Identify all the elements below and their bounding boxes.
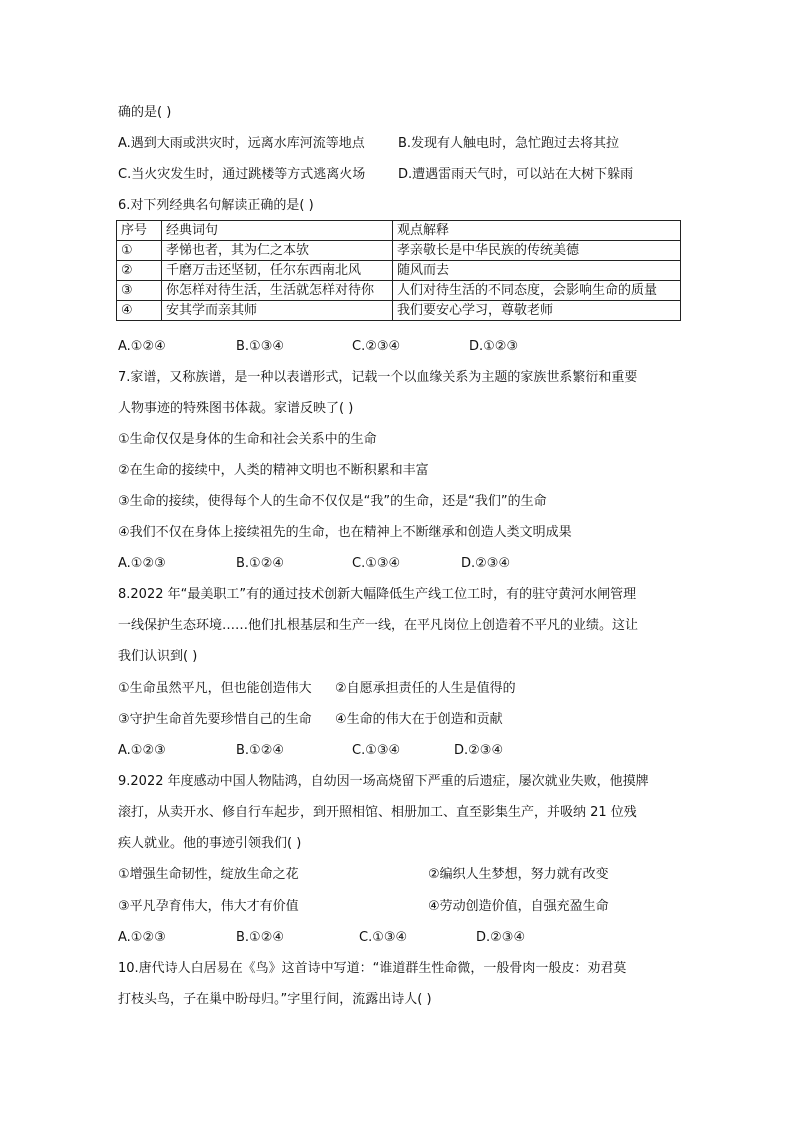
- q8-statement-1: ①生命虽然平凡，但也能创造伟大: [118, 681, 312, 696]
- q8-stem-line: 我们认识到( ): [118, 649, 198, 664]
- table-row: [117, 301, 681, 321]
- table-cell: 你怎样对待生活，生活就怎样对待你: [162, 281, 393, 301]
- table-cell: 随风而去: [393, 261, 681, 281]
- q8-stem-line: 8.2022 年“最美职工”有的通过技术创新大幅降低生产线工位工时，有的驻守黄河水闸管理: [118, 587, 637, 602]
- table-cell: 孝亲敬长是中华民族的传统美德: [393, 241, 681, 261]
- q6-option-a: A.①②④: [118, 339, 166, 354]
- table-cell: ③: [117, 281, 162, 301]
- table-row: [117, 261, 681, 281]
- q8-stem-line: 一线保护生态环境……他们扎根基层和生产一线，在平凡岗位上创造着不平凡的业绩。这让: [118, 618, 639, 633]
- q8-statement-3: ③守护生命首先要珍惜自己的生命: [118, 712, 312, 727]
- q9-statement-4: ④劳动创造价值，自强充盈生命: [428, 899, 609, 914]
- table-cell: ②: [117, 261, 162, 281]
- table-cell: 千磨万击还坚韧，任尔东西南北风: [162, 261, 393, 281]
- q6-option-d: D.①②③: [469, 339, 519, 354]
- q7-option-b: B.①②④: [236, 556, 285, 571]
- q7-stem-line: 7.家谱，又称族谱，是一种以表谱形式，记载一个以血缘关系为主题的家族世系繁衍和重要: [118, 370, 638, 385]
- q9-option-a: A.①②③: [118, 930, 166, 945]
- table-header-cell: 序号: [117, 221, 162, 241]
- table-cell: 孝悌也者，其为仁之本欤: [162, 241, 393, 261]
- q7-statement-2: ②在生命的接续中，人类的精神文明也不断积累和丰富: [118, 463, 429, 478]
- q7-option-a: A.①②③: [118, 556, 166, 571]
- q9-option-d: D.②③④: [476, 930, 526, 945]
- table-cell: ④: [117, 301, 162, 321]
- q10-stem-line: 打枝头鸟，子在巢中盼母归。”字里行间，流露出诗人( ): [118, 992, 432, 1007]
- q7-option-d: D.②③④: [461, 556, 511, 571]
- q8-option-b: B.①②④: [236, 743, 285, 758]
- q5-stem-tail: 确的是( ): [118, 105, 172, 120]
- q8-option-c: C.①③④: [352, 743, 401, 758]
- table-header-cell: 观点解释: [393, 221, 681, 241]
- q9-statement-1: ①增强生命韧性，绽放生命之花: [118, 867, 299, 882]
- q6-stem: 6.对下列经典名句解读正确的是( ): [118, 198, 314, 213]
- q9-statement-2: ②编织人生梦想，努力就有改变: [428, 867, 609, 882]
- q9-stem-line: 滚打，从卖开水、修自行车起步，到开照相馆、相册加工、直至影集生产，并吸纳 21 位残: [118, 805, 637, 820]
- q6-option-b: B.①③④: [236, 339, 285, 354]
- q6-option-c: C.②③④: [352, 339, 401, 354]
- q7-statement-4: ④我们不仅在身体上接续祖先的生命，也在精神上不断继承和创造人类文明成果: [118, 525, 572, 540]
- q7-option-c: C.①③④: [352, 556, 401, 571]
- table-row: [117, 281, 681, 301]
- q5-option-c: C.当火灾发生时，通过跳楼等方式逃离火场: [118, 167, 366, 182]
- q8-statement-4: ④生命的伟大在于创造和贡献: [335, 712, 503, 727]
- q9-option-b: B.①②④: [236, 930, 285, 945]
- table-cell: 安其学而亲其师: [162, 301, 393, 321]
- table-cell: 我们要安心学习，尊敬老师: [393, 301, 681, 321]
- q10-stem-line: 10.唐代诗人白居易在《鸟》这首诗中写道：“谁道群生性命微，一般骨肉一般皮：劝君莫: [118, 961, 627, 976]
- q9-statement-3: ③平凡孕育伟大，伟大才有价值: [118, 899, 299, 914]
- q5-option-d: D.遭遇雷雨天气时，可以站在大树下躲雨: [398, 167, 634, 182]
- table-header-row: [117, 221, 681, 241]
- q5-option-b: B.发现有人触电时，急忙跑过去将其拉: [398, 136, 620, 151]
- q8-option-a: A.①②③: [118, 743, 166, 758]
- q7-stem-line: 人物事迹的特殊图书体裁。家谱反映了( ): [118, 401, 354, 416]
- q9-option-c: C.①③④: [359, 930, 408, 945]
- q9-stem-line: 9.2022 年度感动中国人物陆鸿，自幼因一场高烧留下严重的后遗症，屡次就业失败，他摸牌: [118, 774, 649, 789]
- q8-option-d: D.②③④: [454, 743, 504, 758]
- table-cell: ①: [117, 241, 162, 261]
- q9-stem-line: 疾人就业。他的事迹引领我们( ): [118, 836, 302, 851]
- table-header-cell: 经典词句: [162, 221, 393, 241]
- q5-option-a: A.遇到大雨或洪灾时，远离水库河流等地点: [118, 136, 365, 151]
- q7-statement-1: ①生命仅仅是身体的生命和社会关系中的生命: [118, 432, 377, 447]
- q6-table: [116, 220, 681, 321]
- table-cell: 人们对待生活的不同态度，会影响生命的质量: [393, 281, 681, 301]
- q8-statement-2: ②自愿承担责任的人生是值得的: [335, 681, 516, 696]
- table-row: [117, 241, 681, 261]
- q7-statement-3: ③生命的接续，使得每个人的生命不仅仅是“我”的生命，还是“我们”的生命: [118, 494, 547, 509]
